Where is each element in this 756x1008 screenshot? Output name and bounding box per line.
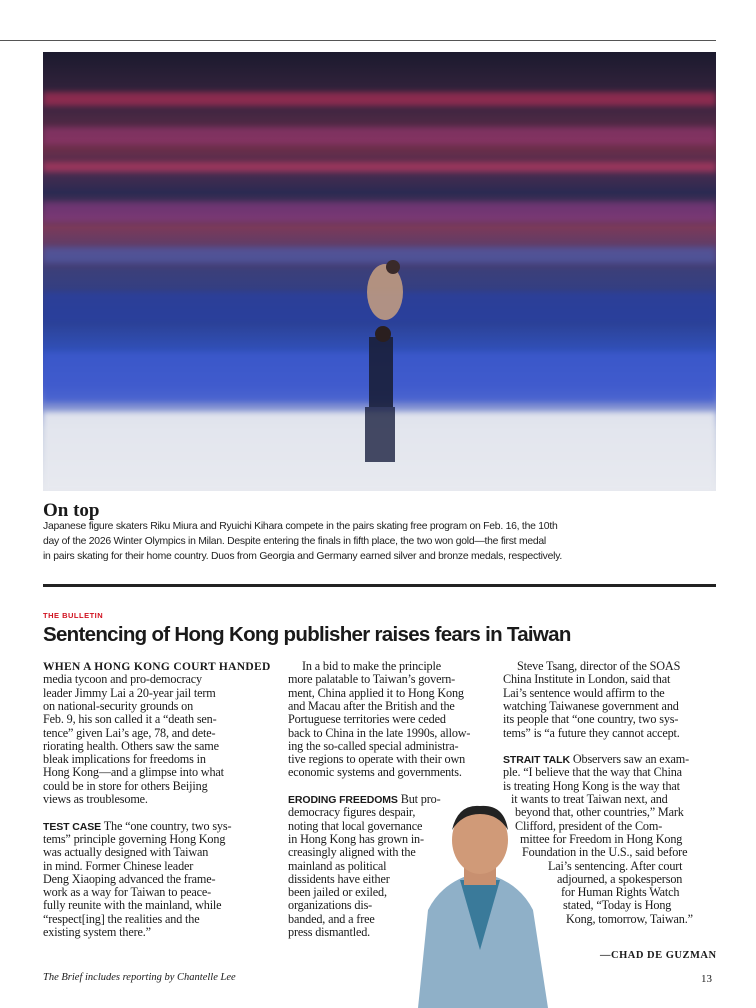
top-rule bbox=[0, 40, 716, 41]
body-line: STRAIT TALK Observers saw an exam- bbox=[503, 752, 690, 767]
body-line: fully reunite with the mainland, while bbox=[43, 898, 222, 913]
body-line: and Macau after the British and the bbox=[288, 698, 455, 713]
body-line: ERODING FREEDOMS But pro- bbox=[288, 792, 441, 806]
body-line: democracy figures despair, bbox=[288, 805, 416, 820]
lead-in: WHEN A HONG KONG COURT HANDED bbox=[43, 661, 271, 673]
body-line: TEST CASE The “one country, two sys- bbox=[43, 818, 232, 833]
body-line: been jailed or exiled, bbox=[288, 885, 387, 900]
subhead: ERODING FREEDOMS bbox=[288, 794, 398, 806]
body-line: adjourned, a spokesperson bbox=[557, 871, 683, 886]
body-line: back to China in the late 1990s, allow- bbox=[288, 725, 471, 740]
section-kicker: THE BULLETIN bbox=[43, 611, 104, 620]
body-line: press dismantled. bbox=[288, 925, 371, 939]
body-line: tive regions to operate with their own bbox=[288, 752, 466, 767]
body-line: could be in store for others Beijing bbox=[43, 778, 208, 793]
body-line: media tycoon and pro-democracy bbox=[43, 672, 202, 687]
body-line: riorating health. Others saw the same bbox=[43, 738, 219, 753]
body-line: tems” is “a future they cannot accept. bbox=[503, 725, 680, 740]
jimmy-lai-portrait bbox=[398, 800, 563, 1008]
subhead: STRAIT TALK bbox=[503, 754, 570, 767]
section-divider bbox=[43, 584, 716, 587]
caption-line: Japanese figure skaters Riku Miura and Ryuichi Kihara compete in the pairs skating free program on Feb. 16, the 10th bbox=[43, 521, 558, 532]
caption-line: in pairs skating for their home country. Duos from Georgia and Germany earned silver and bronze medals, respectively. bbox=[43, 551, 563, 562]
body-line: on national-security grounds on bbox=[43, 698, 194, 713]
body-line: its people that “one country, two sys- bbox=[503, 712, 679, 727]
body-line: in Hong Kong has grown in- bbox=[288, 831, 424, 846]
page-number: 13 bbox=[701, 973, 712, 985]
body-line: economic systems and governments. bbox=[288, 765, 462, 780]
figure-skaters-photo bbox=[43, 52, 716, 491]
body-line: Hong Kong—and a glimpse into what bbox=[43, 765, 224, 780]
body-line: Clifford, president of the Com- bbox=[515, 818, 663, 833]
body-line: ple. “I believe that the way that China bbox=[503, 765, 682, 780]
body-line: beyond that, other countries,” Mark bbox=[515, 805, 684, 820]
body-line: Foundation in the U.S., said before bbox=[522, 845, 688, 860]
body-line: Steve Tsang, director of the SOAS bbox=[517, 659, 681, 673]
body-line: dissidents have either bbox=[288, 871, 390, 886]
body-line: existing system there.” bbox=[43, 925, 151, 939]
body-line: was actually designed with Taiwan bbox=[43, 845, 209, 860]
body-line: leader Jimmy Lai a 20-year jail term bbox=[43, 685, 216, 700]
body-line: Portuguese territories were ceded bbox=[288, 712, 446, 727]
body-line: ment, China applied it to Hong Kong bbox=[288, 685, 464, 700]
skaters-icon bbox=[43, 52, 716, 491]
reporting-credit: The Brief includes reporting by Chantelle Lee bbox=[43, 972, 236, 983]
body-line: in mind. Former Chinese leader bbox=[43, 858, 194, 873]
byline: —CHAD DE GUZMAN bbox=[600, 950, 717, 961]
body-line: tems” principle governing Hong Kong bbox=[43, 831, 226, 846]
body-line: views as troublesome. bbox=[43, 792, 148, 806]
body-line: banded, and a free bbox=[288, 911, 375, 926]
body-line: China Institute in London, said that bbox=[503, 672, 671, 687]
body-line: it wants to treat Taiwan next, and bbox=[511, 792, 668, 806]
body-line: Kong, tomorrow, Taiwan.” bbox=[566, 911, 693, 926]
body-line: watching Taiwanese government and bbox=[503, 698, 679, 713]
body-line: tence” given Lai’s age, 78, and dete- bbox=[43, 725, 216, 740]
caption-title: On top bbox=[43, 500, 100, 521]
body-line: work as a way for Taiwan to peace- bbox=[43, 885, 212, 900]
body-line: more palatable to Taiwan’s govern- bbox=[288, 672, 456, 687]
body-line: ing the so-called special administra- bbox=[288, 738, 459, 753]
body-line: organizations dis- bbox=[288, 898, 373, 913]
body-line: mainland as political bbox=[288, 858, 387, 873]
body-line: Lai’s sentence would affirm to the bbox=[503, 685, 665, 700]
body-line: Feb. 9, his son called it a “death sen- bbox=[43, 712, 217, 727]
body-line: Lai’s sentencing. After court bbox=[548, 858, 683, 873]
article-headline: Sentencing of Hong Kong publisher raises fears in Taiwan bbox=[43, 623, 571, 646]
body-line: “respect[ing] the realities and the bbox=[43, 911, 200, 926]
body-line: for Human Rights Watch bbox=[561, 885, 680, 900]
caption-line: day of the 2026 Winter Olympics in Milan. Despite entering the finals in fifth place, the two won gold—the first medal bbox=[43, 536, 546, 547]
body-line: Deng Xiaoping advanced the frame- bbox=[43, 871, 216, 886]
body-line: noting that local governance bbox=[288, 818, 423, 833]
body-line: is treating Hong Kong is the way that bbox=[503, 778, 680, 793]
body-line: bleak implications for freedoms in bbox=[43, 752, 206, 767]
body-line: stated, “Today is Hong bbox=[563, 898, 672, 913]
body-line: creasingly aligned with the bbox=[288, 845, 416, 860]
body-line: mittee for Freedom in Hong Kong bbox=[520, 831, 683, 846]
subhead: TEST CASE bbox=[43, 820, 102, 833]
body-line: In a bid to make the principle bbox=[302, 659, 441, 673]
